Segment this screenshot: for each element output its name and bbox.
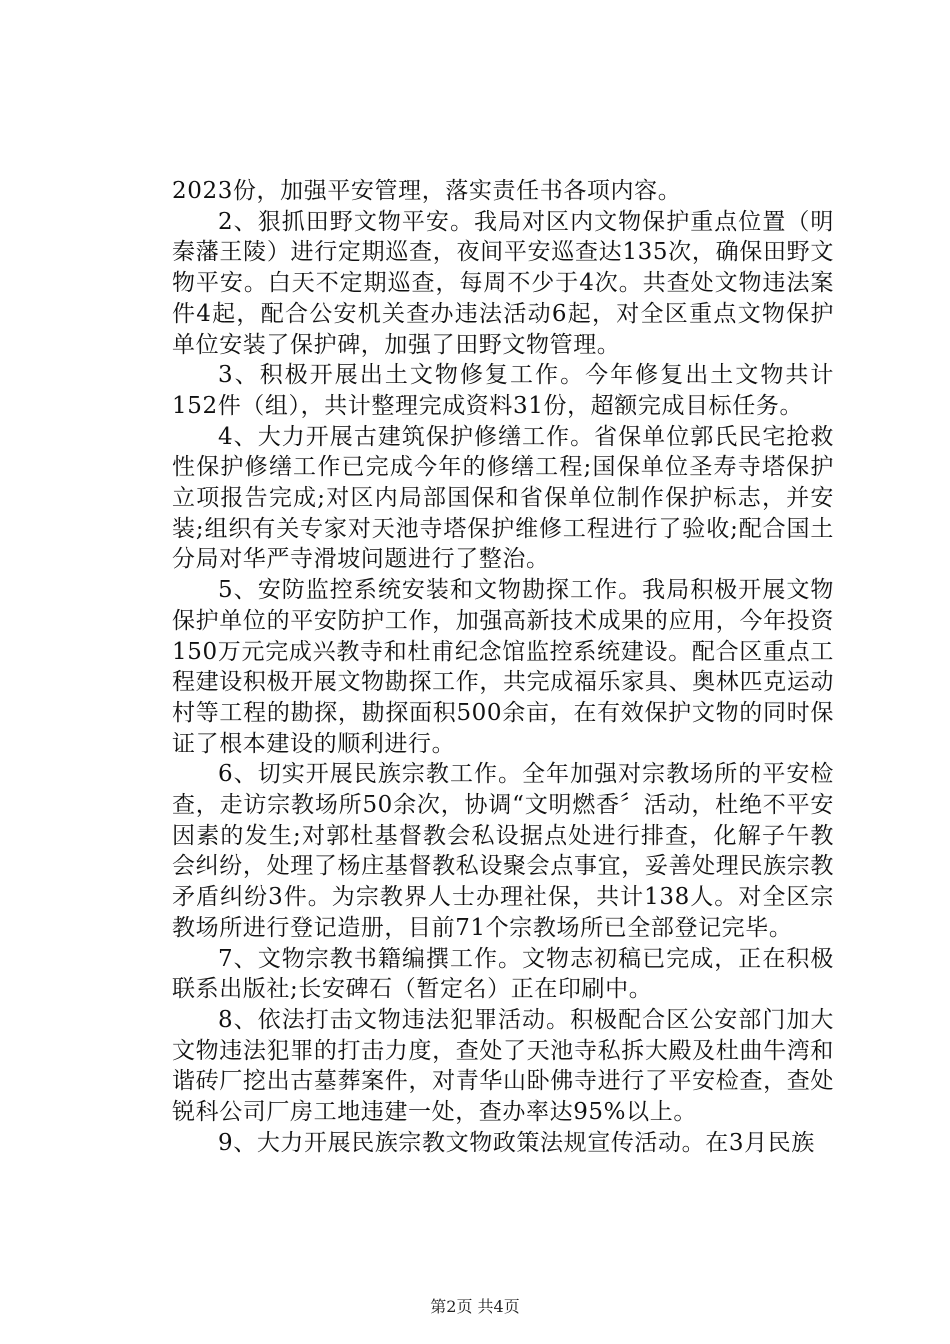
paragraph-7: 7、文物宗教书籍编撰工作。文物志初稿已完成，正在积极联系出版社;长安碑石（暂定名）正在印刷中。 (172, 945, 834, 1003)
page-number-footer: 第2页 共4页 (430, 1297, 520, 1316)
paragraph-9: 9、大力开展民族宗教文物政策法规宣传活动。在3月民族 (218, 1129, 815, 1156)
paragraph-6: 6、切实开展民族宗教工作。全年加强对宗教场所的平安检查，走访宗教场所50余次，协调“文明燃香〞活动，杜绝不平安因素的发生;对郭杜基督教会私设据点处进行排查，化解子午教会纠纷，处理了杨庄基督教私设聚会点事宜，妥善处理民族宗教矛盾纠纷3件。为宗教界人士办理社保，共计138人。对全区宗教场所进行登记造册，目前71个宗教场所已全部登记完毕。 (172, 761, 834, 941)
paragraph-4: 4、大力开展古建筑保护修缮工作。省保单位郭氏民宅抢救性保护修缮工作已完成今年的修缮工程;国保单位圣寿寺塔保护立项报告完成;对区内局部国保和省保单位制作保护标志，并安装;组织有关专家对天池寺塔保护维修工程进行了验收;配合国土分局对华严寺滑坡问题进行了整治。 (172, 423, 834, 573)
paragraph-1: 2023份，加强平安管理，落实责任书各项内容。 (172, 178, 682, 204)
paragraph-2: 2、狠抓田野文物平安。我局对区内文物保护重点位置（明秦藩王陵）进行定期巡查，夜间平安巡查达135次，确保田野文物平安。白天不定期巡查，每周不少于4次。共查处文物违法案件4起，配合公安机关查办违法活动6起，对全区重点文物保护单位安装了保护碑，加强了田野文物管理。 (172, 208, 834, 358)
paragraph-3: 3、积极开展出土文物修复工作。今年修复出土文物共计152件（组），共计整理完成资料31份，超额完成目标任务。 (172, 362, 834, 419)
paragraph-5: 5、安防监控系统安装和文物勘探工作。我局积极开展文物保护单位的平安防护工作，加强高新技术成果的应用，今年投资150万元完成兴教寺和杜甫纪念馆监控系统建设。配合区重点工程建设积极开展文物勘探工作，共完成福乐家具、奥林匹克运动村等工程的勘探，勘探面积500余亩，在有效保护文物的同时保证了根本建设的顺利进行。 (172, 577, 834, 757)
document-body (172, 176, 834, 1159)
paragraph-8: 8、依法打击文物违法犯罪活动。积极配合区公安部门加大文物违法犯罪的打击力度，查处了天池寺私拆大殿及杜曲牛湾和谐砖厂挖出古墓葬案件，对青华山卧佛寺进行了平安检查，查处锐科公司厂房工地违建一处，查办率达95%以上。 (172, 1006, 834, 1126)
